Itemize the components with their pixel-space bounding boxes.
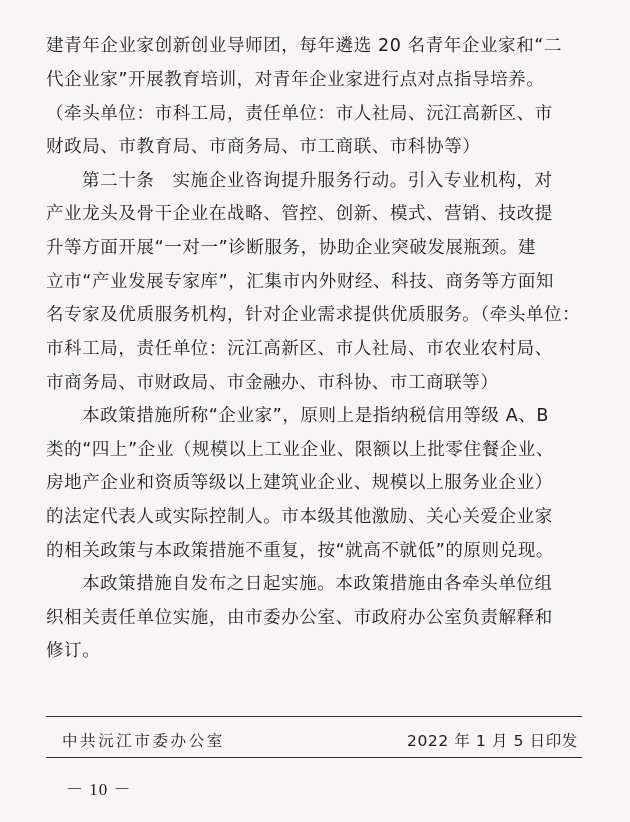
page-number: － 10 － — [66, 780, 132, 799]
body-line: 类的“四上”企业（规模以上工业企业、限额以上批零住餐企业、 — [46, 440, 555, 460]
body-line: 名专家及优质服务机构，针对企业需求提供优质服务。（牵头单位： — [46, 305, 581, 325]
body-line: 产业龙头及骨干企业在战略、管控、创新、模式、营销、技改提 — [46, 204, 553, 224]
body-line: 财政局、市教育局、市商务局、市工商联、市科协等） — [46, 137, 481, 157]
footer-top-rule — [46, 716, 582, 717]
body-line: 的相关政策与本政策措施不重复，按“就高不就低”的原则兑现。 — [46, 541, 555, 561]
body-line: 房地产企业和资质等级以上建筑业企业、规模以上服务业企业） — [46, 473, 553, 493]
footer-bottom-rule — [46, 757, 582, 758]
body-line: 立市“产业发展专家库”，汇集市内外财经、科技、商务等方面知 — [46, 272, 555, 292]
body-line: 织相关责任单位实施，由市委办公室、市政府办公室负责解释和 — [46, 608, 553, 628]
body-line: 代企业家”开展教育培训，对青年企业家进行点对点指导培养。 — [46, 70, 545, 90]
body-line: 修订。 — [46, 641, 101, 661]
body-line: 的法定代表人或实际控制人。市本级其他激励、关心关爱企业家 — [46, 507, 553, 527]
body-line: 升等方面开展“一对一”诊断服务，协助企业突破发展瓶颈。建 — [46, 238, 536, 258]
body-line: （牵头单位：市科工局，责任单位：市人社局、沅江高新区、市 — [46, 104, 553, 124]
effective-date-paragraph-line: 本政策措施自发布之日起实施。本政策措施由各牵头单位组 — [82, 574, 553, 594]
print-date: 2022 年 1 月 5 日印发 — [407, 732, 578, 750]
issuer-name: 中共沅江市委办公室 — [62, 732, 225, 750]
article-twenty-heading-line: 第二十条 实施企业咨询提升服务行动。引入专业机构，对 — [82, 171, 553, 191]
body-line: 建青年企业家创新创业导师团，每年遴选 20 名青年企业家和“二 — [46, 36, 563, 56]
body-line: 市科工局，责任单位：沅江高新区、市人社局、市农业农村局、 — [46, 339, 553, 359]
definition-paragraph-line: 本政策措施所称“企业家”，原则上是指纳税信用等级 A、B — [82, 406, 549, 426]
body-line: 市商务局、市财政局、市金融办、市科协、市工商联等） — [46, 373, 499, 393]
